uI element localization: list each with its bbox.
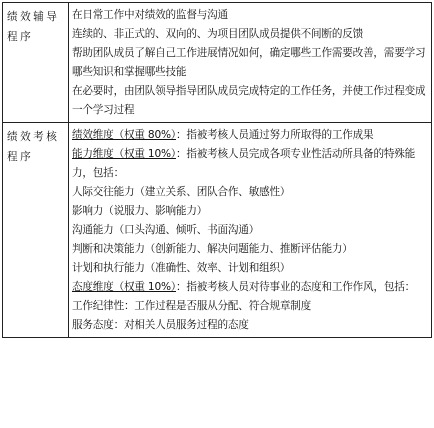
performance-dimension-text: ：指被考核人员通过努力所取得的工作成果	[175, 129, 374, 141]
guidance-line: 在日常工作中对绩效的监督与沟通	[72, 9, 228, 21]
assessment-label-cell	[3, 123, 69, 338]
guidance-label: 绩效辅导程序	[7, 11, 60, 43]
guidance-line: 在必要时，由团队领导指导团队成员完成特定的工作任务，并使工作过程变成一个学习过程	[72, 85, 426, 116]
attitude-item: 工作纪律性：工作过程是否服从分配、符合规章制度	[72, 300, 312, 312]
document-table	[2, 2, 432, 338]
ability-item: 影响力（说服力、影响能力）	[72, 205, 208, 217]
performance-dimension-head: 绩效维度（权重 80%）	[72, 129, 176, 141]
guidance-line: 连续的、非正式的、双向的、为项目团队成员提供不间断的反馈	[72, 28, 364, 40]
ability-item: 沟通能力（口头沟通、倾听、书面沟通）	[72, 224, 260, 236]
guidance-label-cell	[3, 3, 69, 123]
attitude-dimension-text: ：指被考核人员对待事业的态度和工作作风，包括：	[175, 281, 416, 293]
guidance-content-cell	[69, 3, 432, 123]
ability-dimension-head: 能力维度（权重 10%）	[72, 148, 176, 160]
performance-dimension	[72, 126, 429, 145]
ability-item: 人际交往能力（建立关系、团队合作、敏感性）	[72, 186, 291, 198]
guidance-line: 帮助团队成员了解自己工作进展情况如何，确定哪些工作需要改善，需要学习哪些知识和掌握哪些技能	[72, 47, 426, 78]
ability-dimension	[72, 145, 429, 183]
ability-item: 计划和执行能力（准确性、效率、计划和组织）	[72, 262, 291, 274]
guidance-row	[3, 3, 432, 123]
assessment-label: 绩效考核程序	[7, 131, 60, 163]
assessment-row	[3, 123, 432, 338]
ability-item: 判断和决策能力（创新能力、解决问题能力、推断评估能力）	[72, 243, 353, 255]
attitude-dimension-head: 态度维度（权重 10%）	[72, 281, 176, 293]
attitude-item: 服务态度：对相关人员服务过程的态度	[72, 319, 249, 331]
attitude-dimension	[72, 278, 429, 297]
assessment-content-cell	[69, 123, 432, 338]
ability-dimension-text: ：指被考核人员完成各项专业性活动所具备的特殊能力，包括：	[72, 148, 416, 179]
